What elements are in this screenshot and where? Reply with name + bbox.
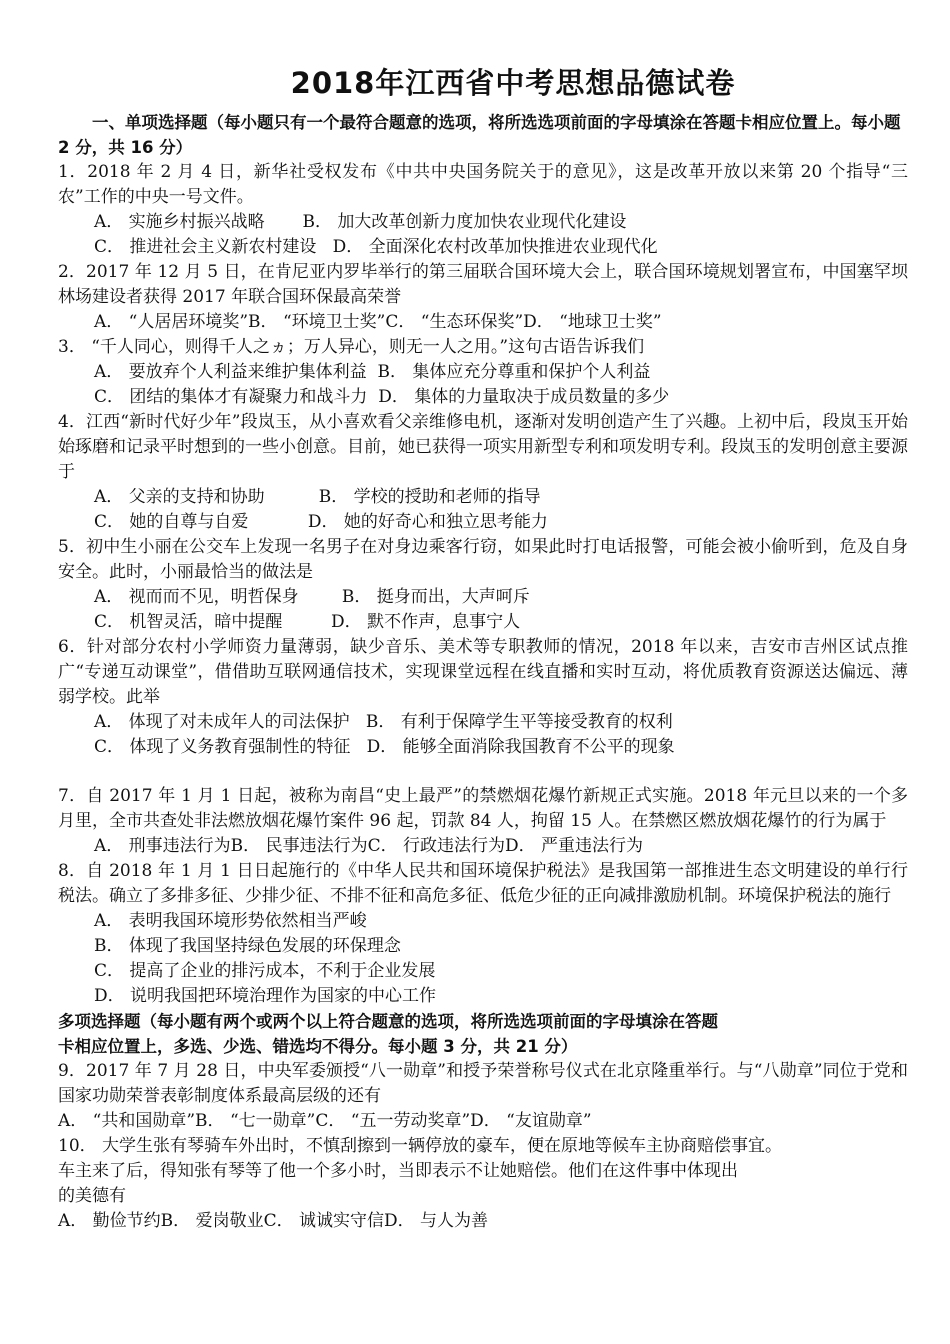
question-6-options-row-1: A． 体现了对未成年人的司法保护 B． 有利于保障学生平等接受教育的权利 <box>94 712 673 732</box>
question-10-line-3: 的美德有 <box>58 1186 126 1206</box>
question-5-options-row-1: A． 视而而不见，明哲保身 B． 挺身而出，大声呵斥 <box>94 587 530 607</box>
question-3-options-row-2: C． 团结的集体才有凝聚力和战斗力 D． 集体的力量取决于成员数量的多少 <box>94 387 670 407</box>
question-10-line-1: 10． 大学生张有琴骑车外出时，不慎刮擦到一辆停放的豪车，便在原地等候车主协商赔偿事宜。 <box>58 1136 783 1156</box>
question-7: 7．自 2017 年 1 月 1 日起，被称为南昌“史上最严”的禁燃烟花爆竹新规正式实施。2018 年元旦以来的一个多月里，全市共查处非法燃放烟花爆竹案件 96 起，罚款 84 人，拘留 15 人。在禁燃区燃放烟花爆竹的行为属于 <box>58 786 908 831</box>
question-1-options-row-2: C． 推进社会主义新农村建设 D． 全面深化农村改革加快推进农业现代化 <box>94 237 658 257</box>
question-8-option-b: B． 体现了我国坚持绿色发展的环保理念 <box>94 936 401 956</box>
question-6: 6．针对部分农村小学师资力量薄弱，缺少音乐、美术等专职教师的情况，2018 年以来，吉安市吉州区试点推广“专递互动课堂”，借借助互联网通信技术，实现课堂远程在线直播和实时互动，将优质教育资源送达偏远、薄弱学校。此举 <box>58 637 908 707</box>
question-1-options-row-1: A． 实施乡村振兴战略 B． 加大改革创新力度加快农业现代化建设 <box>94 212 627 232</box>
question-7-options: A． 刑事违法行为B． 民事违法行为C． 行政违法行为D． 严重违法行为 <box>94 836 644 856</box>
question-4-options-row-2: C． 她的自尊与自爱 D． 她的好奇心和独立思考能力 <box>94 512 548 532</box>
section-heading-multiple-choice-line-2: 卡相应位置上，多选、少选、错选均不得分。每小题 3 分，共 21 分） <box>58 1037 578 1056</box>
question-5-options-row-2: C． 机智灵活，暗中提醒 D． 默不作声，息事宁人 <box>94 612 521 632</box>
page-title: 2018年江西省中考思想品德试卷 <box>290 66 736 100</box>
question-4: 4．江西“新时代好少年”段岚玉，从小喜欢看父亲维修电机，逐渐对发明创造产生了兴趣。上初中后，段岚玉开始始琢磨和记录平时想到的一些小创意。目前，她已获得一项实用新型专利和项发明专利。段岚玉的发明创意主要源于 <box>58 412 908 482</box>
question-5: 5．初中生小丽在公交车上发现一名男子在对身边乘客行窃，如果此时打电话报警，可能会被小偷听到，危及自身安全。此时，小丽最恰当的做法是 <box>58 537 908 582</box>
question-8-option-c: C． 提高了企业的排污成本，不利于企业发展 <box>94 961 436 981</box>
question-2-options: A． “人居居环境奖”B． “环境卫士奖”C． “生态环保奖”D． “地球卫士奖” <box>94 312 662 332</box>
question-1: 1．2018 年 2 月 4 日，新华社受权发布《中共中央国务院关于的意见》，这是改革开放以来第 20 个指导“三农”工作的中央一号文件。 <box>58 162 908 207</box>
question-8: 8．自 2018 年 1 月 1 日日起施行的《中华人民共和国环境保护税法》是我国第一部推进生态文明建设的单行行税法。确立了多排多征、少排少征、不排不征和高危多征、低危少征的正向减排激励机制。环境保护税法的施行 <box>58 861 908 906</box>
exam-page <box>58 64 908 1234</box>
question-8-option-d: D． 说明我国把环境治理作为国家的中心工作 <box>94 986 437 1006</box>
question-2: 2．2017 年 12 月 5 日，在肯尼亚内罗毕举行的第三届联合国环境大会上，联合国环境规划署宣布，中国塞罕坝林场建设者获得 2017 年联合国环保最高荣誉 <box>58 262 908 307</box>
question-10-line-2: 车主来了后，得知张有琴等了他一个多小时，当即表示不让她赔偿。他们在这件事中体现出 <box>58 1161 738 1181</box>
question-10-options: A． 勤俭节约B． 爱岗敬业C． 诚诚实守信D． 与人为善 <box>58 1211 489 1231</box>
question-3: 3． “千人同心，则得千人之ヵ；万人异心，则无一人之用。”这句古语告诉我们 <box>58 337 645 357</box>
question-9-options: A． “共和国勋章”B． “七一勋章”C． “五一劳动奖章”D． “友谊勋章” <box>58 1111 592 1131</box>
spacer <box>58 760 908 784</box>
question-9: 9．2017 年 7 月 28 日，中央军委颁授“八一勋章”和授予荣誉称号仪式在北京隆重举行。与“八勋章”同位于党和国家功勋荣誉表彰制度体系最高层级的还有 <box>58 1061 908 1106</box>
question-8-option-a: A． 表明我国环境形势依然相当严峻 <box>94 911 367 931</box>
question-6-options-row-2: C． 体现了义务教育强制性的特征 D． 能够全面消除我国教育不公平的现象 <box>94 737 675 757</box>
question-3-options-row-1: A． 要放弃个人利益来维护集体利益 B． 集体应充分尊重和保护个人利益 <box>94 362 651 382</box>
section-heading-single-choice: 一、单项选择题（每小题只有一个最符合题意的选项，将所选选项前面的字母填涂在答题卡相应位置上。每小题 2 分，共 16 分） <box>58 113 901 157</box>
question-4-options-row-1: A． 父亲的支持和协助 B． 学校的授助和老师的指导 <box>94 487 541 507</box>
section-heading-multiple-choice-line-1: 多项选择题（每小题有两个或两个以上符合题意的选项，将所选选项前面的字母填涂在答题 <box>58 1012 718 1031</box>
